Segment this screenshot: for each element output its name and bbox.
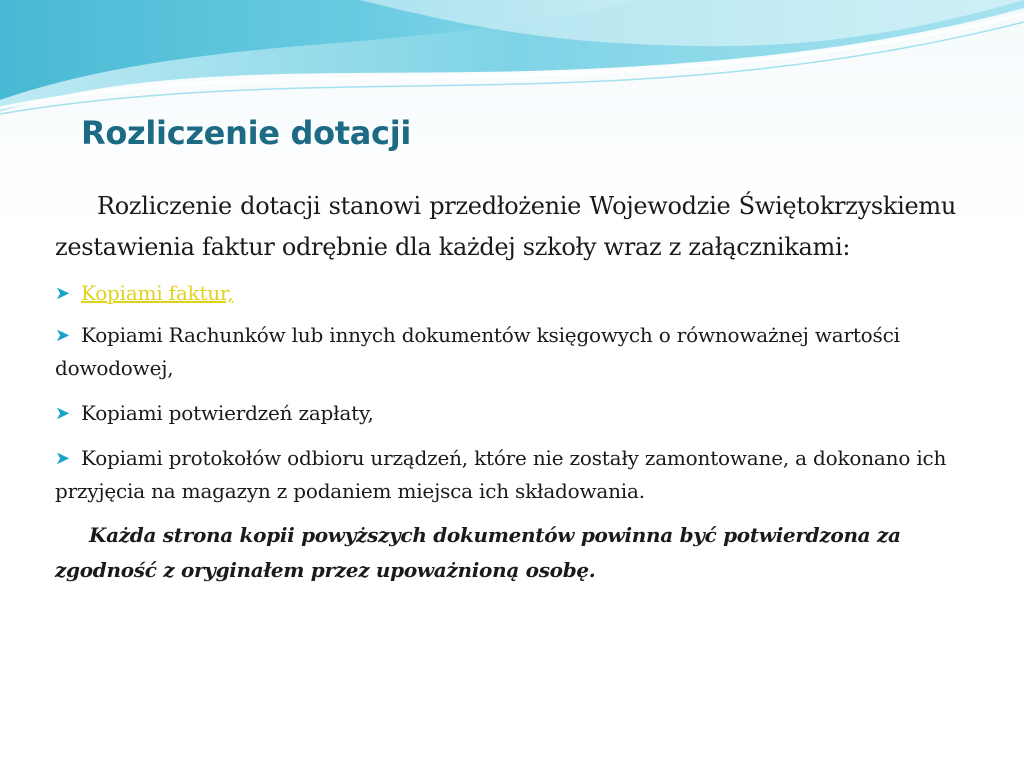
arrow-bullet-icon: ➤ [55,403,70,424]
arrow-bullet-icon: ➤ [55,283,70,304]
list-item-label: Kopiami potwierdzeń zapłaty, [81,401,374,425]
list-item [55,397,956,430]
list-item [55,277,956,310]
slide-content [55,186,956,588]
invoice-copies-link[interactable]: Kopiami faktur, [81,281,234,305]
list-item-label: Kopiami Rachunków lub innych dokumentów księgowych o równoważnej wartości dowodowej, [55,323,900,380]
list-item-label: Kopiami protokołów odbioru urządzeń, które nie zostały zamontowane, a dokonano ich przyjęcia na magazyn z podaniem miejsca ich składowania. [55,446,947,503]
slide-title: Rozliczenie dotacji [81,114,412,152]
arrow-bullet-icon: ➤ [55,325,70,346]
certification-note: Każda strona kopii powyższych dokumentów powinna być potwierdzona za zgodność z oryginałem przez upoważnioną osobę. [55,523,901,582]
attachments-list [55,277,956,508]
list-item [55,442,956,508]
intro-paragraph: Rozliczenie dotacji stanowi przedłożenie Wojewodzie Świętokrzyskiemu zestawienia faktur odrębnie dla każdej szkoły wraz z załącznikami: [55,192,956,261]
list-item [55,319,956,385]
arrow-bullet-icon: ➤ [55,448,70,469]
